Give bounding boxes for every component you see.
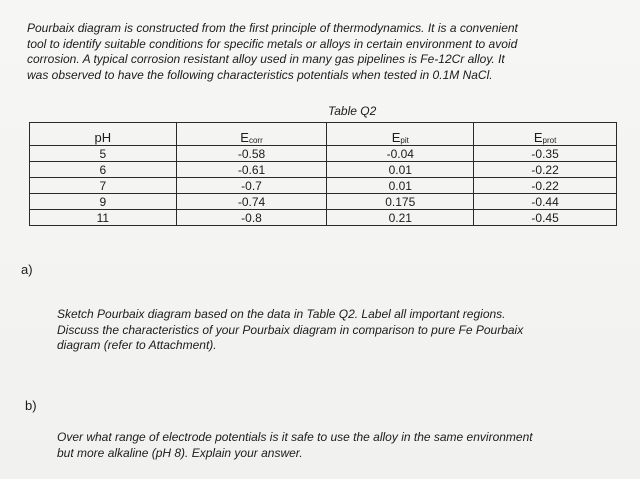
header-eprot-main: E bbox=[533, 130, 543, 145]
header-epit-main: E bbox=[391, 130, 401, 145]
part-b-line: Over what range of electrode potentials is it safe to use the alloy in the same environment bbox=[57, 430, 533, 444]
header-ecorr-sub: corr bbox=[248, 136, 263, 145]
cell-epit: 0.01 bbox=[327, 178, 474, 194]
table-row bbox=[30, 194, 617, 210]
cell-eprot: -0.44 bbox=[474, 194, 617, 210]
cell-ph: 6 bbox=[30, 162, 177, 178]
cell-epit: 0.175 bbox=[327, 194, 474, 210]
header-ecorr bbox=[176, 123, 327, 146]
table-row bbox=[30, 162, 617, 178]
cell-ph: 11 bbox=[30, 210, 177, 226]
header-epit-sub: pit bbox=[400, 136, 409, 145]
cell-ecorr: -0.74 bbox=[176, 194, 327, 210]
table-row bbox=[30, 210, 617, 226]
part-a-question bbox=[57, 307, 523, 354]
table-caption: Table Q2 bbox=[328, 104, 377, 118]
part-b-line: but more alkaline (pH 8). Explain your answer. bbox=[57, 445, 303, 460]
header-epit bbox=[327, 123, 474, 146]
intro-paragraph bbox=[27, 21, 627, 83]
cell-ph: 5 bbox=[30, 146, 177, 162]
intro-line: Pourbaix diagram is constructed from the first principle of thermodynamics. It is a convenient bbox=[27, 21, 518, 35]
part-b-question bbox=[57, 430, 533, 461]
cell-epit: 0.01 bbox=[327, 162, 474, 178]
part-a-line: Sketch Pourbaix diagram based on the data in Table Q2. Label all important regions. bbox=[57, 307, 506, 321]
cell-eprot: -0.45 bbox=[474, 210, 617, 226]
header-ph-label: pH bbox=[94, 130, 112, 145]
table-row bbox=[30, 146, 617, 162]
cell-ph: 7 bbox=[30, 178, 177, 194]
cell-epit: 0.21 bbox=[327, 210, 474, 226]
cell-epit: -0.04 bbox=[327, 146, 474, 162]
intro-line: was observed to have the following characteristics potentials when tested in 0.1M NaCl. bbox=[27, 67, 493, 82]
cell-ecorr: -0.8 bbox=[176, 210, 327, 226]
cell-ecorr: -0.58 bbox=[176, 146, 327, 162]
header-eprot bbox=[474, 123, 617, 146]
part-a-line: diagram (refer to Attachment). bbox=[57, 338, 217, 352]
header-ph bbox=[30, 123, 177, 146]
intro-line: corrosion. A typical corrosion resistant alloy used in many gas pipelines is Fe-12Cr alloy. It bbox=[27, 52, 505, 66]
header-eprot-sub: prot bbox=[542, 136, 557, 145]
cell-eprot: -0.35 bbox=[474, 146, 617, 162]
table-header-row bbox=[30, 123, 617, 146]
cell-ph: 9 bbox=[30, 194, 177, 210]
header-ecorr-main: E bbox=[240, 130, 249, 145]
part-a-label: a) bbox=[21, 262, 33, 277]
intro-line: tool to identify suitable conditions for specific metals or alloys in certain environment to avoid bbox=[27, 36, 518, 51]
potentials-table bbox=[29, 122, 617, 226]
table-row bbox=[30, 178, 617, 194]
cell-eprot: -0.22 bbox=[474, 178, 617, 194]
cell-ecorr: -0.7 bbox=[176, 178, 327, 194]
cell-eprot: -0.22 bbox=[474, 162, 617, 178]
part-a-line: Discuss the characteristics of your Pourbaix diagram in comparison to pure Fe Pourbaix bbox=[57, 322, 524, 337]
part-b-label: b) bbox=[25, 398, 37, 413]
cell-ecorr: -0.61 bbox=[176, 162, 327, 178]
